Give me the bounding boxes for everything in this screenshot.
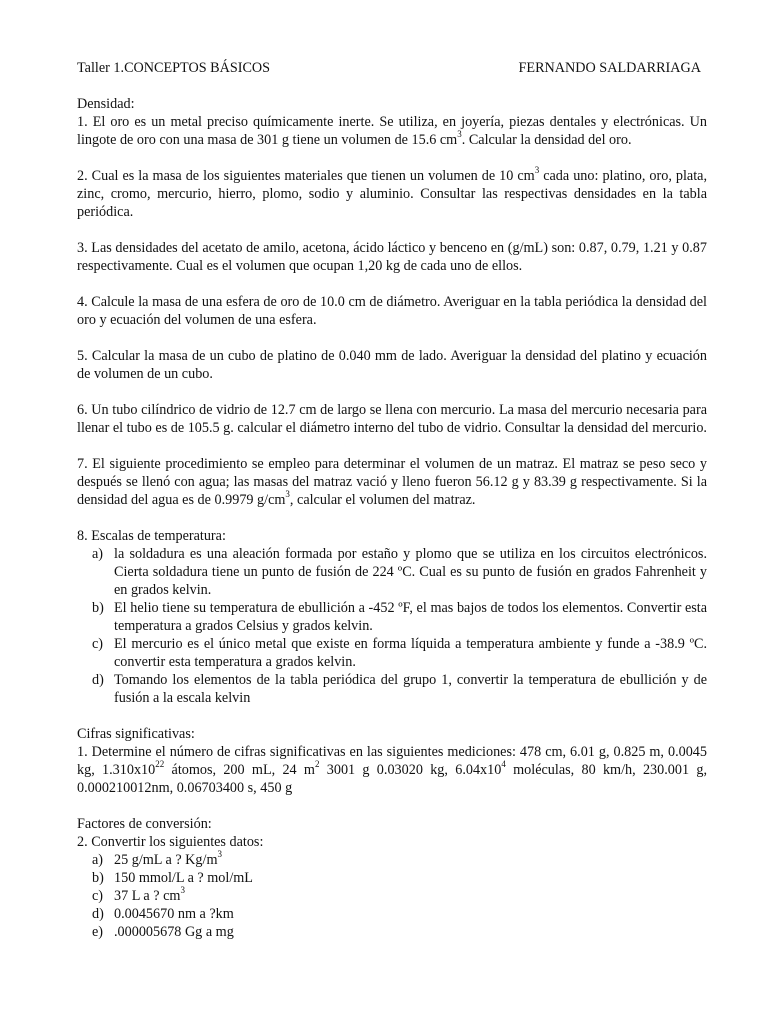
- list-item: b) 150 mmol/L a ? mol/mL: [92, 870, 253, 886]
- list-item: d) 0.0045670 nm a ?km: [92, 906, 234, 922]
- question-3: 3. Las densidades del acetato de amilo, acetona, ácido láctico y benceno en (g/mL) son: 0.87, 0.79, 1.21 y 0.87 respectivamente. Cual es el volumen que ocupan 1,20 kg de cada uno de ellos.: [77, 240, 707, 274]
- question-5: 5. Calcular la masa de un cubo de platino de 0.040 mm de lado. Averiguar la densidad del platino y ecuación de volumen de un cubo.: [77, 348, 707, 382]
- document-body: [77, 95, 707, 941]
- question-7: 7. El siguiente procedimiento se empleo para determinar el volumen de un matraz. El matraz se peso seco y después se llenó con agua; las masas del matraz vació y lleno fueron 56.12 g y 83.39 g respectivamente. Si la densidad del agua es de 0.9979 $g/cm^3$, calcular el volumen del matraz.: [77, 456, 707, 508]
- conversion-list: [77, 851, 707, 941]
- conversion-intro: 2. Convertir los siguientes datos:: [77, 834, 264, 850]
- list-item: b) El helio tiene su temperatura de ebullición a -452 ºF, el mas bajos de todos los elementos. Convertir esta temperatura a grados Celsius y grados kelvin.: [92, 600, 707, 634]
- question-2: 2. Cual es la masa de los siguientes materiales que tienen un volumen de 10 $cm^3$ cada uno: platino, oro, plata, zinc, cromo, mercurio, hierro, plomo, sodio y aluminio. Consultar las respectivas densidades en la tabla periódica.: [77, 165, 707, 220]
- list-item: c) El mercurio es el único metal que existe en forma líquida a temperatura ambiente y funde a -38.9 ºC. convertir esta temperatura a grados kelvin.: [92, 636, 707, 670]
- page-header: [77, 59, 701, 77]
- list-item: a) la soldadura es una aleación formada por estaño y plomo que se utiliza en los circuitos electrónicos. Cierta soldadura tiene un punto de fusión de 224 ºC. Cual es su punto de fusión en grados Fahrenheit y en grados kelvin.: [92, 546, 707, 598]
- worksheet-title: Taller 1.CONCEPTOS BÁSICOS: [77, 60, 271, 76]
- section-heading-conversion: Factores de conversión:: [77, 816, 212, 832]
- section-heading-temperatura: 8. Escalas de temperatura:: [77, 528, 226, 544]
- question-cifras-1: 1. Determine el número de cifras significativas en las siguientes mediciones: 478 cm, 6.01 g, 0.825 m, 0.0045 kg, $1.310x10^{22}$ átomos, 200 mL, 24 $m^2$ 3001 g 0.03020 kg, $6.04x10^4$ moléculas, 80 km/h, 230.001 g, 0.000210012nm, 0.06703400 s, 450 g: [77, 744, 708, 796]
- list-item: d) Tomando los elementos de la tabla periódica del grupo 1, convertir la temperatura de ebullición y de fusión a la escala kelvin: [92, 672, 707, 706]
- question-6: 6. Un tubo cilíndrico de vidrio de 12.7 cm de largo se llena con mercurio. La masa del mercurio necesaria para llenar el tubo es de 105.5 g. calcular el diámetro interno del tubo de vidrio. Consultar la densidad del mercurio.: [77, 402, 707, 436]
- list-item: c) 37 L a ? $cm^3$: [92, 885, 185, 904]
- list-item: e) .000005678 Gg a mg: [92, 924, 234, 940]
- question-4: 4. Calcule la masa de una esfera de oro de 10.0 cm de diámetro. Averiguar en la tabla periódica la densidad del oro y ecuación del volumen de una esfera.: [77, 294, 707, 328]
- list-item: a) 25 g/mL a ? $Kg/m^3$: [92, 849, 222, 868]
- section-heading-densidad: Densidad:: [77, 96, 135, 112]
- section-heading-cifras: Cifras significativas:: [77, 726, 195, 742]
- question-1: 1. El oro es un metal preciso químicamente inerte. Se utiliza, en joyería, piezas dentales y electrónicas. Un lingote de oro con una masa de 301 g tiene un volumen de 15.6 $cm^3$. Calcular la densidad del oro.: [77, 114, 707, 148]
- temperature-list: [77, 545, 707, 707]
- author-name: FERNANDO SALDARRIAGA: [518, 60, 701, 76]
